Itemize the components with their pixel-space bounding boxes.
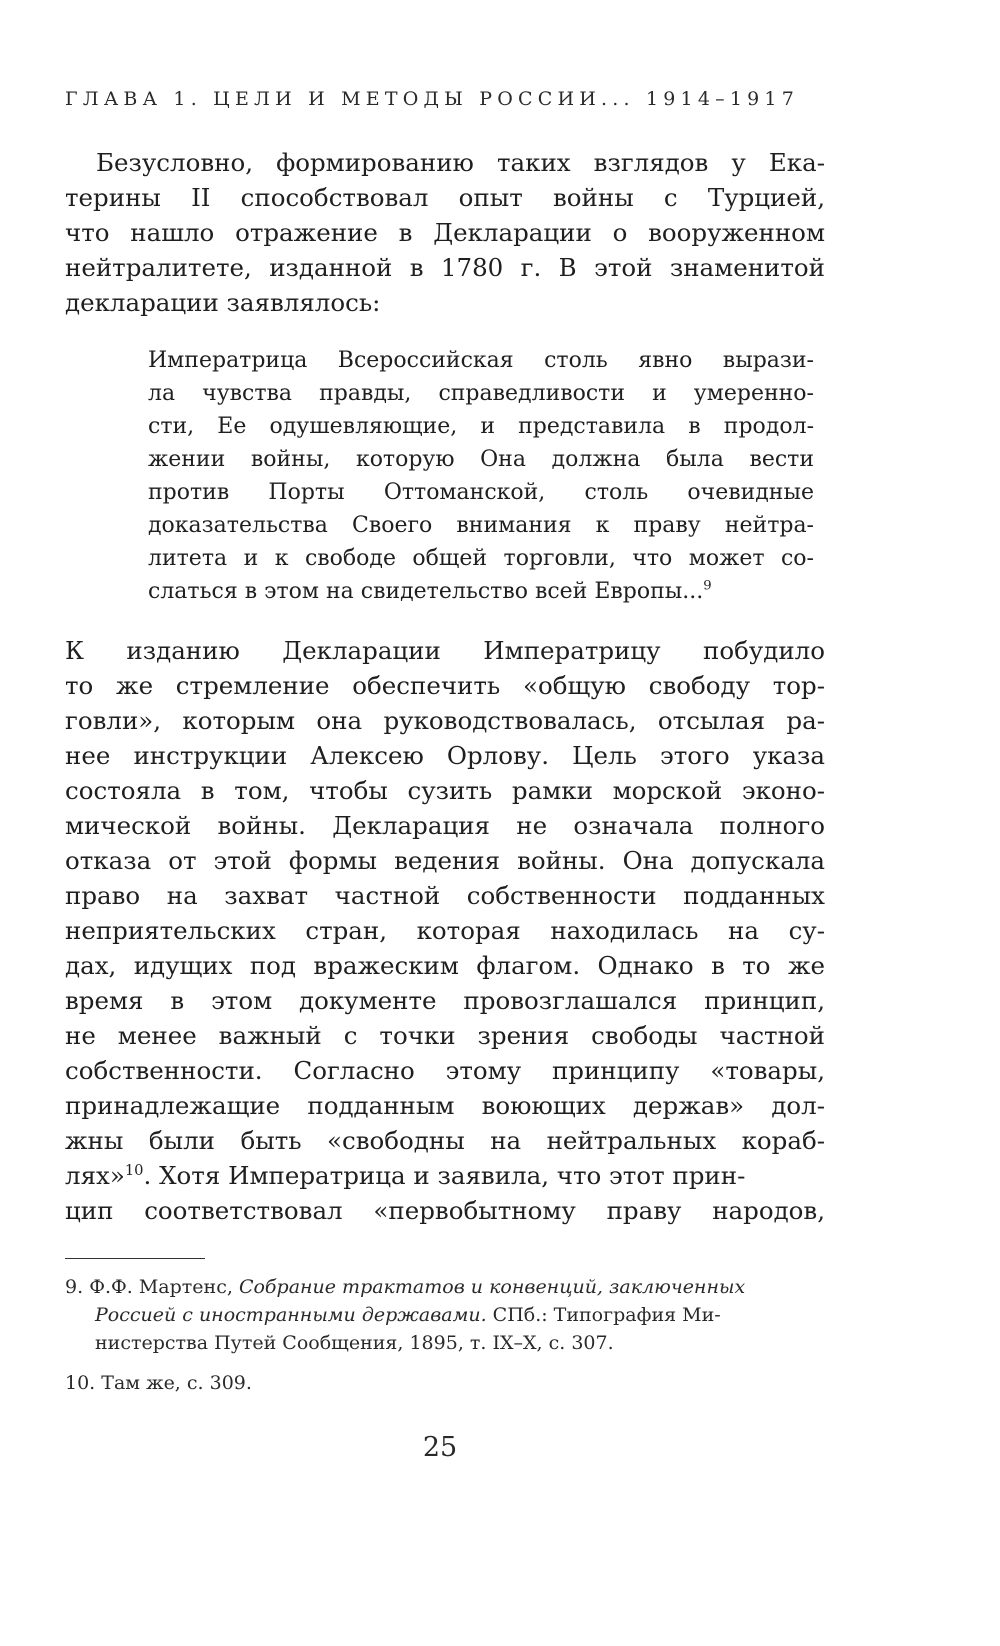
footnote-10 (65, 1372, 825, 1394)
footnote-text: нистерства Путей Сообщения, 1895, т. IX–X, с. 307. (95, 1332, 614, 1354)
footnote-number: 9. (65, 1276, 84, 1298)
paragraph-line: цип соответствовал «первобытному праву народов, (65, 1196, 825, 1225)
paragraph-line: мической войны. Декларация не означала полного (65, 811, 825, 840)
paragraph-line: отказа от этой формы ведения войны. Она допускала (65, 846, 825, 875)
paragraph-line: состояла в том, чтобы сузить рамки морской эконо- (65, 776, 825, 805)
quote-line: Императрица Всероссийская столь явно вырази- (148, 348, 814, 373)
paragraph-line: время в этом документе провозглашался принцип, (65, 986, 825, 1015)
paragraph-text: . Хотя Императрица и заявила, что этот прин- (143, 1161, 746, 1190)
paragraph-line: собственности. Согласно этому принципу «товары, (65, 1056, 825, 1085)
paragraph-line: дах, идущих под вражеским флагом. Однако в то же (65, 951, 825, 980)
paragraph-line-with-ref (65, 1161, 825, 1190)
quote-line: сти, Ее одушевляющие, и представила в продол- (148, 414, 814, 439)
footnote-9-cont (95, 1304, 825, 1326)
paragraph-line: говли», которым она руководствовалась, отсылая ра- (65, 706, 825, 735)
footnote-number: 10. (65, 1372, 96, 1394)
footnote-ref-9[interactable]: 9 (703, 578, 712, 594)
paragraph-line: Безусловно, формированию таких взглядов у Ека- (96, 148, 825, 177)
footnote-title: Россией с иностранными державами. (95, 1304, 487, 1326)
page-number: 25 (422, 1432, 458, 1463)
paragraph-line: то же стремление обеспечить «общую свободу тор- (65, 671, 825, 700)
paragraph-line: не менее важный с точки зрения свободы частной (65, 1021, 825, 1050)
paragraph-line: жны были быть «свободны на нейтральных кораб- (65, 1126, 825, 1155)
paragraph-line: нее инструкции Алексею Орлову. Цель этого указа (65, 741, 825, 770)
quote-line: жении войны, которую Она должна была вести (148, 447, 814, 472)
footnote-title: Собрание трактатов и конвенций, заключенных (238, 1276, 746, 1298)
paragraph-line: К изданию Декларации Императрицу побудило (65, 636, 825, 665)
paragraph-line: что нашло отражение в Декларации о вооруженном (65, 218, 825, 247)
footnote-text: Там же, с. 309. (101, 1372, 252, 1394)
footnote-divider (65, 1258, 205, 1259)
paragraph-line: декларации заявлялось: (65, 288, 381, 317)
paragraph-line: терины II способствовал опыт войны с Турцией, (65, 183, 825, 212)
paragraph-line: право на захват частной собственности подданных (65, 881, 825, 910)
paragraph-line: принадлежащие подданным воюющих держав» дол- (65, 1091, 825, 1120)
footnote-9 (65, 1276, 825, 1298)
paragraph-text: лях» (65, 1161, 125, 1190)
paragraph-line: неприятельских стран, которая находилась на су- (65, 916, 825, 945)
quote-text: слаться в этом на свидетельство всей Европы... (148, 579, 704, 604)
quote-line: против Порты Оттоманской, столь очевидные (148, 480, 814, 505)
quote-line: ла чувства правды, справедливости и умеренно- (148, 381, 814, 406)
running-head: ГЛАВА 1. ЦЕЛИ И МЕТОДЫ РОССИИ... 1914–1917 (65, 88, 799, 110)
quote-line: доказательства Своего внимания к праву нейтра- (148, 513, 814, 538)
quote-line-last (148, 579, 814, 604)
paragraph-line: нейтралитете, изданной в 1780 г. В этой знаменитой (65, 253, 825, 282)
footnote-text: СПб.: Типография Ми- (492, 1304, 721, 1326)
footnote-author: Ф.Ф. Мартенс, (89, 1276, 233, 1298)
footnote-ref-10[interactable]: 10 (124, 1161, 144, 1179)
quote-line: литета и к свободе общей торговли, что может со- (148, 546, 814, 571)
